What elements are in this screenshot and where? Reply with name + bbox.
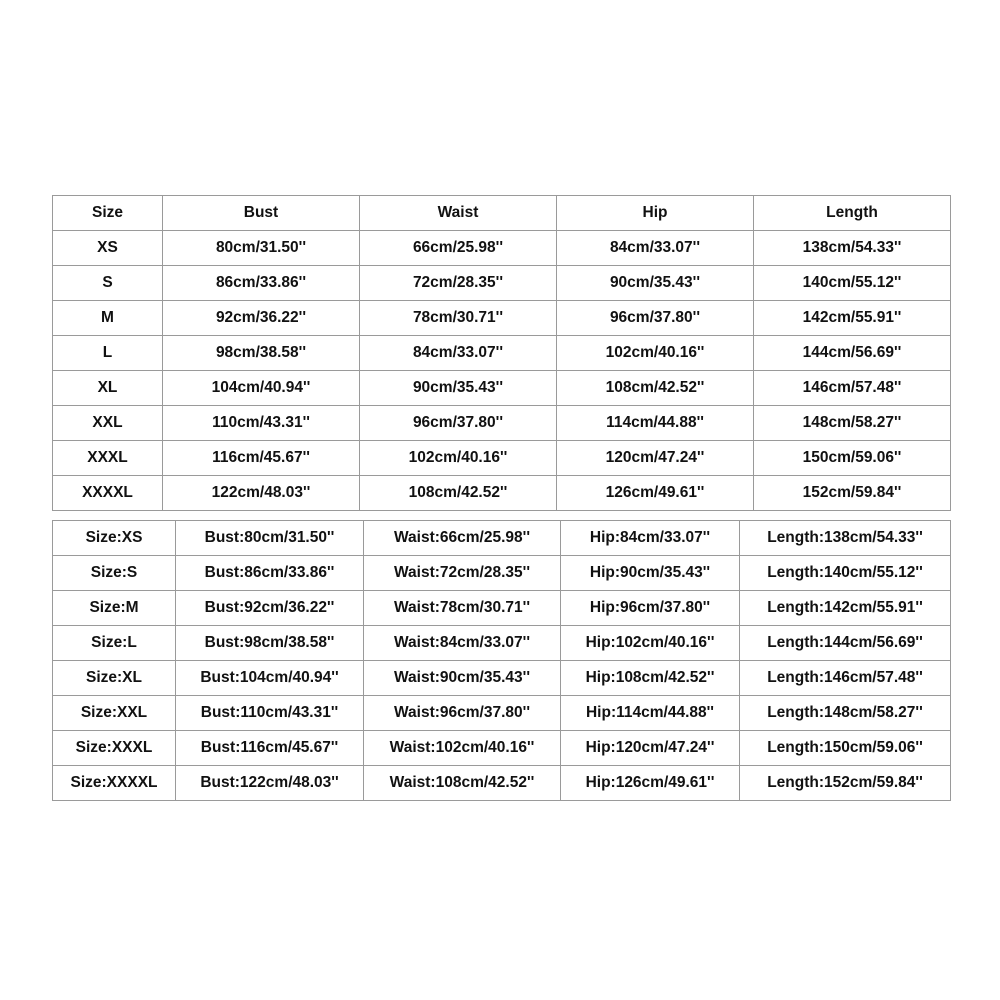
length-cell: 144cm/56.69'' — [754, 336, 951, 371]
length-cell: Length:148cm/58.27'' — [740, 696, 951, 731]
size-cell: L — [53, 336, 163, 371]
size-cell: Size:XXL — [53, 696, 176, 731]
bust-cell: 86cm/33.86'' — [163, 266, 360, 301]
waist-cell: 102cm/40.16'' — [360, 441, 557, 476]
table-row — [53, 266, 951, 301]
bust-cell: 98cm/38.58'' — [163, 336, 360, 371]
size-cell: Size:XL — [53, 661, 176, 696]
hip-cell: Hip:102cm/40.16'' — [561, 626, 740, 661]
waist-cell: 108cm/42.52'' — [360, 476, 557, 511]
header-hip: Hip — [557, 196, 754, 231]
bust-cell: 116cm/45.67'' — [163, 441, 360, 476]
table-row — [53, 371, 951, 406]
header-length: Length — [754, 196, 951, 231]
size-cell: XXXXL — [53, 476, 163, 511]
bust-cell: Bust:116cm/45.67'' — [176, 731, 364, 766]
size-cell: Size:XXXXL — [53, 766, 176, 801]
size-chart-labeled-table — [52, 520, 951, 801]
length-cell: Length:144cm/56.69'' — [740, 626, 951, 661]
table-row — [53, 626, 951, 661]
length-cell: Length:138cm/54.33'' — [740, 521, 951, 556]
table-row — [53, 766, 951, 801]
table-row — [53, 476, 951, 511]
hip-cell: Hip:90cm/35.43'' — [561, 556, 740, 591]
hip-cell: Hip:114cm/44.88'' — [561, 696, 740, 731]
size-cell: XS — [53, 231, 163, 266]
length-cell: Length:146cm/57.48'' — [740, 661, 951, 696]
header-waist: Waist — [360, 196, 557, 231]
size-cell: Size:XS — [53, 521, 176, 556]
size-cell: M — [53, 301, 163, 336]
table-row — [53, 406, 951, 441]
size-cell: XXXL — [53, 441, 163, 476]
table-row — [53, 591, 951, 626]
length-cell: 140cm/55.12'' — [754, 266, 951, 301]
hip-cell: Hip:96cm/37.80'' — [561, 591, 740, 626]
size-cell: Size:S — [53, 556, 176, 591]
waist-cell: 72cm/28.35'' — [360, 266, 557, 301]
waist-cell: 78cm/30.71'' — [360, 301, 557, 336]
hip-cell: 90cm/35.43'' — [557, 266, 754, 301]
table-row — [53, 336, 951, 371]
table-header-row — [53, 196, 951, 231]
length-cell: 152cm/59.84'' — [754, 476, 951, 511]
bust-cell: Bust:92cm/36.22'' — [176, 591, 364, 626]
bust-cell: Bust:98cm/38.58'' — [176, 626, 364, 661]
bust-cell: 122cm/48.03'' — [163, 476, 360, 511]
waist-cell: Waist:102cm/40.16'' — [364, 731, 561, 766]
hip-cell: 84cm/33.07'' — [557, 231, 754, 266]
bust-cell: Bust:122cm/48.03'' — [176, 766, 364, 801]
table-row — [53, 696, 951, 731]
hip-cell: 102cm/40.16'' — [557, 336, 754, 371]
length-cell: Length:142cm/55.91'' — [740, 591, 951, 626]
header-bust: Bust — [163, 196, 360, 231]
table-row — [53, 556, 951, 591]
length-cell: 138cm/54.33'' — [754, 231, 951, 266]
bust-cell: Bust:80cm/31.50'' — [176, 521, 364, 556]
hip-cell: 96cm/37.80'' — [557, 301, 754, 336]
hip-cell: Hip:120cm/47.24'' — [561, 731, 740, 766]
length-cell: 150cm/59.06'' — [754, 441, 951, 476]
waist-cell: Waist:84cm/33.07'' — [364, 626, 561, 661]
size-cell: Size:XXXL — [53, 731, 176, 766]
waist-cell: Waist:96cm/37.80'' — [364, 696, 561, 731]
length-cell: 148cm/58.27'' — [754, 406, 951, 441]
waist-cell: 90cm/35.43'' — [360, 371, 557, 406]
waist-cell: Waist:90cm/35.43'' — [364, 661, 561, 696]
waist-cell: Waist:72cm/28.35'' — [364, 556, 561, 591]
table-row — [53, 441, 951, 476]
waist-cell: Waist:66cm/25.98'' — [364, 521, 561, 556]
waist-cell: Waist:78cm/30.71'' — [364, 591, 561, 626]
bust-cell: 80cm/31.50'' — [163, 231, 360, 266]
hip-cell: 114cm/44.88'' — [557, 406, 754, 441]
waist-cell: Waist:108cm/42.52'' — [364, 766, 561, 801]
table-row — [53, 661, 951, 696]
hip-cell: 120cm/47.24'' — [557, 441, 754, 476]
waist-cell: 96cm/37.80'' — [360, 406, 557, 441]
bust-cell: Bust:86cm/33.86'' — [176, 556, 364, 591]
length-cell: Length:150cm/59.06'' — [740, 731, 951, 766]
length-cell: 146cm/57.48'' — [754, 371, 951, 406]
size-cell: S — [53, 266, 163, 301]
hip-cell: 108cm/42.52'' — [557, 371, 754, 406]
size-cell: XL — [53, 371, 163, 406]
header-size: Size — [53, 196, 163, 231]
bust-cell: Bust:104cm/40.94'' — [176, 661, 364, 696]
size-chart-table — [52, 195, 951, 511]
hip-cell: Hip:108cm/42.52'' — [561, 661, 740, 696]
length-cell: Length:140cm/55.12'' — [740, 556, 951, 591]
waist-cell: 66cm/25.98'' — [360, 231, 557, 266]
table-row — [53, 521, 951, 556]
length-cell: Length:152cm/59.84'' — [740, 766, 951, 801]
table-row — [53, 301, 951, 336]
bust-cell: Bust:110cm/43.31'' — [176, 696, 364, 731]
bust-cell: 110cm/43.31'' — [163, 406, 360, 441]
waist-cell: 84cm/33.07'' — [360, 336, 557, 371]
length-cell: 142cm/55.91'' — [754, 301, 951, 336]
size-cell: Size:M — [53, 591, 176, 626]
bust-cell: 92cm/36.22'' — [163, 301, 360, 336]
hip-cell: Hip:84cm/33.07'' — [561, 521, 740, 556]
size-cell: XXL — [53, 406, 163, 441]
bust-cell: 104cm/40.94'' — [163, 371, 360, 406]
table-row — [53, 731, 951, 766]
size-cell: Size:L — [53, 626, 176, 661]
hip-cell: Hip:126cm/49.61'' — [561, 766, 740, 801]
hip-cell: 126cm/49.61'' — [557, 476, 754, 511]
table-row — [53, 231, 951, 266]
